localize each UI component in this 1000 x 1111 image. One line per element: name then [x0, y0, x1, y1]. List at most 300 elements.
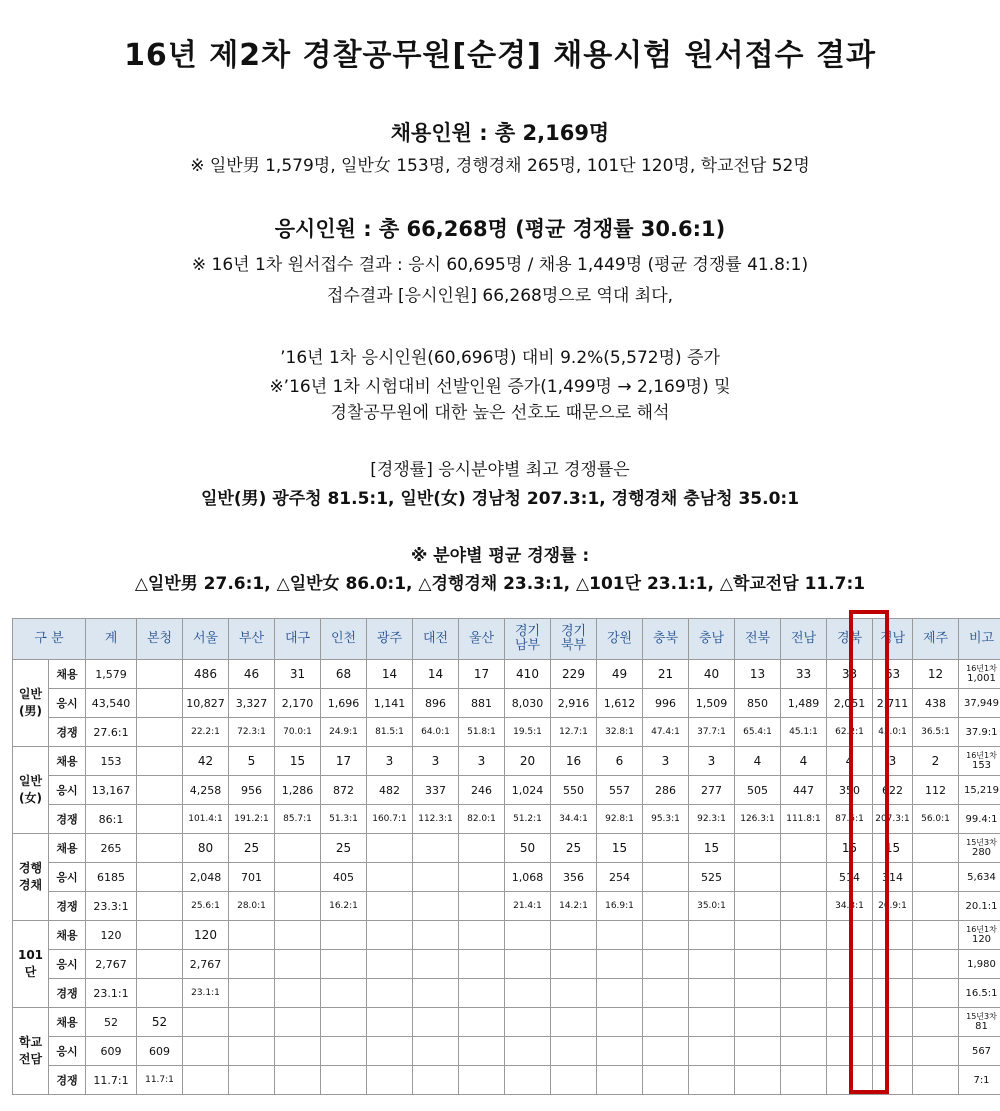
value-cell: 81.5:1: [367, 718, 413, 747]
value-cell: [643, 979, 689, 1008]
note-value: 99.4:1: [965, 813, 998, 825]
value-cell: [183, 1066, 229, 1095]
value-cell: 80: [183, 834, 229, 863]
value-cell: 17: [459, 660, 505, 689]
value-cell: 622: [873, 776, 913, 805]
value-cell: 62.2:1: [827, 718, 873, 747]
value-cell: [367, 1037, 413, 1066]
value-cell: 28.0:1: [229, 892, 275, 921]
value-cell: [689, 1066, 735, 1095]
group-label: 101 단: [13, 921, 49, 1008]
value-cell: 2,767: [183, 950, 229, 979]
value-cell: [183, 1008, 229, 1037]
value-cell: 47.4:1: [643, 718, 689, 747]
value-cell: [597, 921, 643, 950]
value-cell: 34.4:1: [551, 805, 597, 834]
value-cell: 1,696: [321, 689, 367, 718]
value-cell: [459, 892, 505, 921]
row-label: 채용: [49, 921, 86, 950]
value-cell: 68: [321, 660, 367, 689]
value-cell: 15: [275, 747, 321, 776]
value-cell: 207.3:1: [873, 805, 913, 834]
value-cell: 56.0:1: [913, 805, 959, 834]
value-cell: [913, 892, 959, 921]
value-cell: [551, 979, 597, 1008]
header-region: 경기 남부: [505, 619, 551, 660]
header-region: 부산: [229, 619, 275, 660]
value-cell: 37.7:1: [689, 718, 735, 747]
value-cell: [781, 834, 827, 863]
value-cell: 65.4:1: [735, 718, 781, 747]
competition-line-2: 일반(男) 광주청 81.5:1, 일반(女) 경남청 207.3:1, 경행경채 충남청 35.0:1: [200, 489, 800, 509]
value-cell: [137, 660, 183, 689]
value-cell: 10,827: [183, 689, 229, 718]
value-cell: [459, 950, 505, 979]
value-cell: [459, 834, 505, 863]
note-cell: [959, 921, 1000, 950]
value-cell: 17: [321, 747, 367, 776]
compare-line-3: 경찰공무원에 대한 높은 선호도 때문으로 해석: [330, 403, 670, 423]
value-cell: 40: [689, 660, 735, 689]
value-cell: 25.6:1: [183, 892, 229, 921]
value-cell: [913, 921, 959, 950]
value-cell: [275, 1066, 321, 1095]
row-label: 경쟁: [49, 979, 86, 1008]
value-cell: 14: [413, 660, 459, 689]
value-cell: 410: [505, 660, 551, 689]
gyeongnam-highlight-box: [849, 610, 889, 1094]
value-cell: [183, 1037, 229, 1066]
value-cell: [137, 863, 183, 892]
value-cell: [229, 950, 275, 979]
value-cell: [597, 1037, 643, 1066]
value-cell: 45.1:1: [781, 718, 827, 747]
total-cell: 11.7:1: [86, 1066, 137, 1095]
value-cell: 482: [367, 776, 413, 805]
value-cell: 52: [137, 1008, 183, 1037]
value-cell: 2,916: [551, 689, 597, 718]
note-cell: [959, 805, 1000, 834]
value-cell: 356: [551, 863, 597, 892]
total-cell: 13,167: [86, 776, 137, 805]
value-cell: 51.8:1: [459, 718, 505, 747]
total-cell: 52: [86, 1008, 137, 1037]
note-value: 153: [971, 760, 992, 771]
note-cell: [959, 834, 1000, 863]
value-cell: [643, 1008, 689, 1037]
value-cell: 4: [735, 747, 781, 776]
value-cell: 49: [597, 660, 643, 689]
value-cell: [367, 1066, 413, 1095]
note-value: 15,219: [964, 784, 999, 796]
value-cell: 996: [643, 689, 689, 718]
value-cell: 3: [459, 747, 505, 776]
note-cell: [959, 979, 1000, 1008]
value-cell: [321, 921, 367, 950]
row-label: 채용: [49, 747, 86, 776]
value-cell: 896: [413, 689, 459, 718]
value-cell: [137, 805, 183, 834]
value-cell: 609: [137, 1037, 183, 1066]
value-cell: [735, 1037, 781, 1066]
value-cell: [913, 834, 959, 863]
value-cell: [413, 1066, 459, 1095]
total-cell: 43,540: [86, 689, 137, 718]
value-cell: [229, 1037, 275, 1066]
header-category: 구 분: [13, 619, 86, 660]
value-cell: 72.3:1: [229, 718, 275, 747]
value-cell: 350: [827, 776, 873, 805]
value-cell: [643, 892, 689, 921]
value-cell: [505, 1008, 551, 1037]
value-cell: 16.2:1: [321, 892, 367, 921]
note-value: 1,001: [967, 673, 996, 684]
value-cell: 36.5:1: [913, 718, 959, 747]
value-cell: [689, 1008, 735, 1037]
value-cell: [913, 979, 959, 1008]
value-cell: 1,489: [781, 689, 827, 718]
row-label: 응시: [49, 1037, 86, 1066]
value-cell: 51.3:1: [321, 805, 367, 834]
note-cell: [959, 718, 1000, 747]
value-cell: 246: [459, 776, 505, 805]
header-region: 인천: [321, 619, 367, 660]
note-cell: [959, 892, 1000, 921]
value-cell: 872: [321, 776, 367, 805]
note-value: 567: [971, 1045, 992, 1057]
note-small: 16년1차: [966, 925, 997, 934]
header-region: 제주: [913, 619, 959, 660]
value-cell: 8,030: [505, 689, 551, 718]
value-cell: 5: [229, 747, 275, 776]
value-cell: [505, 1066, 551, 1095]
row-label: 채용: [49, 1008, 86, 1037]
value-cell: 3: [367, 747, 413, 776]
value-cell: 1,286: [275, 776, 321, 805]
value-cell: [229, 921, 275, 950]
header-region: 경북: [827, 619, 873, 660]
value-cell: [913, 1008, 959, 1037]
header-region: 경기 북부: [551, 619, 597, 660]
header-region: 전북: [735, 619, 781, 660]
value-cell: 43.0:1: [873, 718, 913, 747]
header-region: 광주: [367, 619, 413, 660]
value-cell: 23.1:1: [183, 979, 229, 1008]
value-cell: [505, 950, 551, 979]
competition-line-1: [경쟁률] 응시분야별 최고 경쟁률은: [370, 460, 630, 480]
value-cell: [551, 950, 597, 979]
note-value: 16.5:1: [965, 987, 998, 999]
value-cell: [505, 1037, 551, 1066]
value-cell: [551, 1008, 597, 1037]
value-cell: 405: [321, 863, 367, 892]
value-cell: [689, 979, 735, 1008]
group-label: 일반 (男): [13, 660, 49, 747]
value-cell: 14.2:1: [551, 892, 597, 921]
value-cell: [321, 950, 367, 979]
value-cell: 13: [735, 660, 781, 689]
header-region: 서울: [183, 619, 229, 660]
group-label: 경행 경채: [13, 834, 49, 921]
value-cell: [229, 1008, 275, 1037]
value-cell: [913, 863, 959, 892]
note-value: 5,634: [967, 871, 996, 883]
value-cell: [321, 1037, 367, 1066]
group-label: 학교 전담: [13, 1008, 49, 1095]
value-cell: 2,048: [183, 863, 229, 892]
value-cell: 22.2:1: [183, 718, 229, 747]
value-cell: 4: [827, 747, 873, 776]
value-cell: 33: [781, 660, 827, 689]
row-label: 응시: [49, 863, 86, 892]
value-cell: [413, 921, 459, 950]
value-cell: [505, 921, 551, 950]
value-cell: [781, 979, 827, 1008]
value-cell: 95.3:1: [643, 805, 689, 834]
value-cell: [413, 1037, 459, 1066]
value-cell: [781, 1066, 827, 1095]
value-cell: [459, 863, 505, 892]
total-cell: 609: [86, 1037, 137, 1066]
value-cell: 25: [551, 834, 597, 863]
value-cell: 525: [689, 863, 735, 892]
value-cell: [275, 979, 321, 1008]
note-small: 15년3차: [966, 838, 997, 847]
value-cell: 2,051: [827, 689, 873, 718]
value-cell: 70.0:1: [275, 718, 321, 747]
total-cell: 153: [86, 747, 137, 776]
value-cell: 11.7:1: [137, 1066, 183, 1095]
value-cell: 277: [689, 776, 735, 805]
note-value: 120: [971, 934, 992, 945]
row-label: 경쟁: [49, 892, 86, 921]
value-cell: [735, 921, 781, 950]
value-cell: 505: [735, 776, 781, 805]
value-cell: 63: [873, 660, 913, 689]
value-cell: 1,509: [689, 689, 735, 718]
note-cell: [959, 950, 1000, 979]
row-label: 응시: [49, 689, 86, 718]
value-cell: 1,612: [597, 689, 643, 718]
page-title: 16년 제2차 경찰공무원[순경] 채용시험 원서접수 결과: [124, 38, 876, 73]
value-cell: 3: [643, 747, 689, 776]
value-cell: [229, 979, 275, 1008]
value-cell: [735, 834, 781, 863]
note-small: 16년1차: [966, 751, 997, 760]
value-cell: 4,258: [183, 776, 229, 805]
value-cell: [781, 1037, 827, 1066]
value-cell: [367, 979, 413, 1008]
value-cell: [413, 950, 459, 979]
value-cell: 31: [275, 660, 321, 689]
value-cell: 2,170: [275, 689, 321, 718]
value-cell: 120: [183, 921, 229, 950]
note-cell: [959, 660, 1000, 689]
value-cell: [597, 979, 643, 1008]
value-cell: 254: [597, 863, 643, 892]
value-cell: 15: [827, 834, 873, 863]
value-cell: [229, 1066, 275, 1095]
note-value: 81: [975, 1021, 988, 1032]
value-cell: [137, 718, 183, 747]
value-cell: [137, 776, 183, 805]
note-small: 15년3차: [966, 1012, 997, 1021]
note-cell: [959, 1008, 1000, 1037]
row-label: 채용: [49, 660, 86, 689]
value-cell: 3,327: [229, 689, 275, 718]
value-cell: [413, 979, 459, 1008]
total-cell: 120: [86, 921, 137, 950]
header-region: 충남: [689, 619, 735, 660]
note-value: 37,949: [964, 697, 999, 709]
value-cell: 12.7:1: [551, 718, 597, 747]
value-cell: [643, 834, 689, 863]
note-cell: [959, 863, 1000, 892]
value-cell: 64.0:1: [413, 718, 459, 747]
value-cell: 956: [229, 776, 275, 805]
value-cell: [459, 1037, 505, 1066]
value-cell: 112.3:1: [413, 805, 459, 834]
value-cell: 2: [913, 747, 959, 776]
value-cell: [367, 1008, 413, 1037]
row-label: 채용: [49, 834, 86, 863]
value-cell: 25: [321, 834, 367, 863]
value-cell: 92.8:1: [597, 805, 643, 834]
value-cell: [459, 1008, 505, 1037]
value-cell: 92.3:1: [689, 805, 735, 834]
value-cell: 3: [873, 747, 913, 776]
total-cell: 23.1:1: [86, 979, 137, 1008]
header-region: 대구: [275, 619, 321, 660]
note-value: 20.1:1: [965, 900, 998, 912]
value-cell: 438: [913, 689, 959, 718]
value-cell: 112: [913, 776, 959, 805]
value-cell: 51.2:1: [505, 805, 551, 834]
value-cell: [643, 1066, 689, 1095]
total-cell: 1,579: [86, 660, 137, 689]
value-cell: 2,711: [873, 689, 913, 718]
value-cell: [781, 950, 827, 979]
value-cell: [459, 1066, 505, 1095]
value-cell: 850: [735, 689, 781, 718]
value-cell: 32.8:1: [597, 718, 643, 747]
value-cell: [597, 950, 643, 979]
value-cell: 486: [183, 660, 229, 689]
note-cell: [959, 776, 1000, 805]
value-cell: [137, 892, 183, 921]
note-cell: [959, 1066, 1000, 1095]
note-value: 7:1: [973, 1074, 990, 1086]
value-cell: 191.2:1: [229, 805, 275, 834]
value-cell: [781, 1008, 827, 1037]
value-cell: 87.5:1: [827, 805, 873, 834]
value-cell: 447: [781, 776, 827, 805]
value-cell: 14: [367, 660, 413, 689]
value-cell: 50: [505, 834, 551, 863]
compare-line-1: ’16년 1차 응시인원(60,696명) 대비 9.2%(5,572명) 증가: [280, 348, 720, 368]
header-region: 울산: [459, 619, 505, 660]
note-value: 1,980: [967, 958, 996, 970]
value-cell: 3: [689, 747, 735, 776]
total-cell: 2,767: [86, 950, 137, 979]
value-cell: [275, 921, 321, 950]
value-cell: 15: [873, 834, 913, 863]
value-cell: [137, 921, 183, 950]
value-cell: 286: [643, 776, 689, 805]
row-label: 응시: [49, 950, 86, 979]
value-cell: [275, 950, 321, 979]
row-label: 경쟁: [49, 805, 86, 834]
value-cell: 15: [597, 834, 643, 863]
value-cell: [781, 863, 827, 892]
value-cell: [367, 892, 413, 921]
row-label: 경쟁: [49, 718, 86, 747]
header-note: 비고: [959, 619, 1000, 660]
value-cell: 101.4:1: [183, 805, 229, 834]
value-cell: 126.3:1: [735, 805, 781, 834]
value-cell: 314: [873, 863, 913, 892]
note-value: 37.9:1: [965, 726, 998, 738]
value-cell: 6: [597, 747, 643, 776]
header-total: 계: [86, 619, 137, 660]
value-cell: [413, 1008, 459, 1037]
value-cell: [551, 1066, 597, 1095]
row-label: 응시: [49, 776, 86, 805]
value-cell: 111.8:1: [781, 805, 827, 834]
value-cell: [137, 834, 183, 863]
recruit-heading: 채용인원 : 총 2,169명: [390, 121, 610, 145]
note-small: 16년1차: [966, 664, 997, 673]
value-cell: [321, 979, 367, 1008]
value-cell: [137, 747, 183, 776]
applicant-note-2: 접수결과 [응시인원] 66,268명으로 역대 최다,: [326, 286, 674, 306]
value-cell: 557: [597, 776, 643, 805]
value-cell: [781, 921, 827, 950]
value-cell: 34.3:1: [827, 892, 873, 921]
value-cell: [505, 979, 551, 1008]
value-cell: [643, 950, 689, 979]
total-cell: 86:1: [86, 805, 137, 834]
value-cell: 46: [229, 660, 275, 689]
value-cell: [735, 892, 781, 921]
value-cell: [275, 1037, 321, 1066]
value-cell: 35.0:1: [689, 892, 735, 921]
value-cell: 881: [459, 689, 505, 718]
value-cell: [367, 950, 413, 979]
value-cell: 1,141: [367, 689, 413, 718]
value-cell: [367, 921, 413, 950]
value-cell: [735, 1008, 781, 1037]
value-cell: [551, 921, 597, 950]
value-cell: [321, 1008, 367, 1037]
applicant-heading: 응시인원 : 총 66,268명 (평균 경쟁률 30.6:1): [274, 217, 726, 241]
value-cell: [367, 863, 413, 892]
value-cell: 12: [913, 660, 959, 689]
value-cell: [275, 892, 321, 921]
header-region: 전남: [781, 619, 827, 660]
value-cell: [913, 1037, 959, 1066]
value-cell: [275, 863, 321, 892]
value-cell: [459, 979, 505, 1008]
header-region: 대전: [413, 619, 459, 660]
value-cell: 82.0:1: [459, 805, 505, 834]
value-cell: 3: [413, 747, 459, 776]
value-cell: [597, 1066, 643, 1095]
value-cell: 550: [551, 776, 597, 805]
value-cell: [137, 979, 183, 1008]
value-cell: 21.4:1: [505, 892, 551, 921]
value-cell: [913, 1066, 959, 1095]
